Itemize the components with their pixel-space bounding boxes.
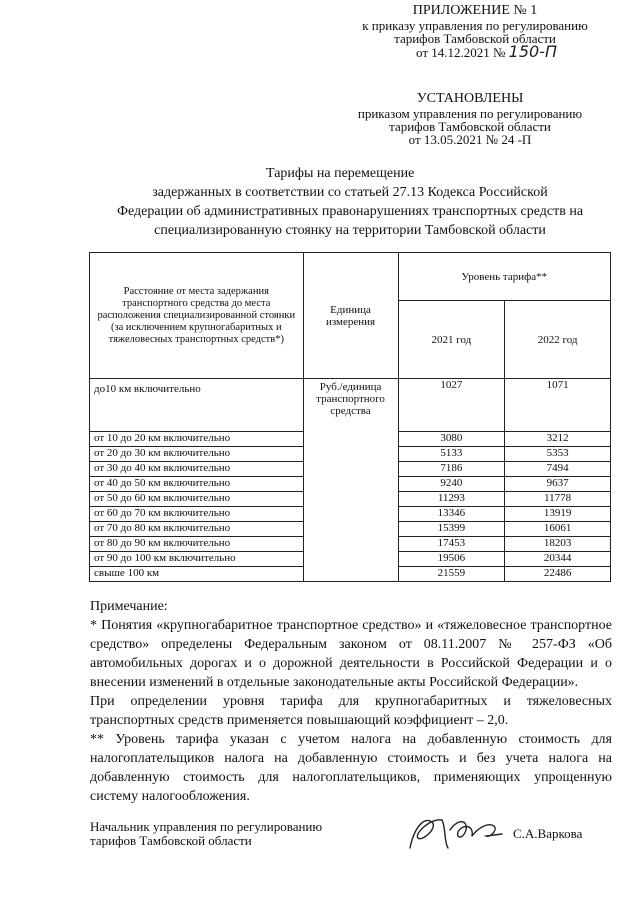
- distance-cell: от 90 до 100 км включительно: [90, 552, 304, 567]
- header-distance: Расстояние от места задержания транспортного средства до места расположения специализированной стоянки (за исключением крупногабаритных и тяжеловесных транспортных средств*): [90, 253, 304, 379]
- value-2022-cell: 3212: [505, 432, 611, 447]
- distance-cell: от 60 до 70 км включительно: [90, 507, 304, 522]
- appendix-title: ПРИЛОЖЕНИЕ № 1: [412, 3, 538, 18]
- table-row: [90, 379, 611, 432]
- established-title: УСТАНОВЛЕНЫ: [416, 91, 524, 106]
- value-2021-cell: 19506: [398, 552, 505, 567]
- value-2021-cell: 17453: [398, 537, 505, 552]
- distance-cell: от 80 до 90 км включительно: [90, 537, 304, 552]
- notes-heading: Примечание:: [90, 599, 168, 614]
- appendix-date-row: [340, 42, 610, 61]
- position-line2: тарифов Тамбовской области: [90, 833, 252, 848]
- title-line4: специализированную стоянку на территории Тамбовской области: [154, 223, 546, 238]
- distance-cell: от 50 до 60 км включительно: [90, 492, 304, 507]
- header-2021: 2021 год: [398, 301, 505, 379]
- value-2021-cell: 21559: [398, 567, 505, 582]
- header-2022: 2022 год: [505, 301, 611, 379]
- distance-cell: от 10 до 20 км включительно: [90, 432, 304, 447]
- appendix-date: от 14.12.2021 №: [416, 45, 506, 60]
- value-2021-cell: 13346: [398, 507, 505, 522]
- value-2022-cell: 5353: [505, 447, 611, 462]
- title-line2: задержанных в соответствии со статьей 27.13 Кодекса Российской: [152, 185, 548, 200]
- established-line3: от 13.05.2021 № 24 -П: [408, 132, 532, 147]
- title-line3: Федерации об административных правонарушениях транспортных средств на: [116, 204, 584, 219]
- value-2022-cell: 13919: [505, 507, 611, 522]
- distance-cell: от 70 до 80 км включительно: [90, 522, 304, 537]
- distance-cell: от 20 до 30 км включительно: [90, 447, 304, 462]
- note-1: * Понятия «крупногабаритное транспортное средство» и «тяжеловесное транспортное средство» определены Федеральным законом от 08.11.2007 № 257-ФЗ «Об автомобильных дорогах и о дорожной деятельности в Российской Федерации и о внесении изменений в отдельные законодательные акты Российской Федерации».: [90, 618, 612, 690]
- value-2021-cell: 3080: [398, 432, 505, 447]
- position-line1: Начальник управления по регулированию: [90, 819, 323, 834]
- value-2022-cell: 1071: [505, 379, 611, 432]
- value-2021-cell: 5133: [398, 447, 505, 462]
- note-3: ** Уровень тарифа указан с учетом налога на добавленную стоимость для налогоплательщиков налога на добавленную стоимость и без учета налога на добавленную стоимость для налогоплательщиков, применяющих упрощенную систему налогообложения.: [90, 732, 612, 804]
- value-2022-cell: 22486: [505, 567, 611, 582]
- distance-cell: от 30 до 40 км включительно: [90, 462, 304, 477]
- value-2021-cell: 9240: [398, 477, 505, 492]
- established-block: [330, 91, 610, 146]
- unit-cell: Руб./единица транспортного средства: [303, 379, 398, 582]
- signature-position: [90, 820, 390, 848]
- value-2022-cell: 18203: [505, 537, 611, 552]
- tariff-table: [89, 252, 611, 582]
- header-level: Уровень тарифа**: [398, 253, 611, 301]
- note-2: При определении уровня тарифа для крупногабаритных и тяжеловесных транспортных средств применяется повышающий коэффициент – 2,0.: [90, 694, 612, 728]
- value-2021-cell: 1027: [398, 379, 505, 432]
- value-2022-cell: 20344: [505, 552, 611, 567]
- title-line1: Тарифы на перемещение: [266, 166, 415, 181]
- value-2021-cell: 11293: [398, 492, 505, 507]
- value-2022-cell: 9637: [505, 477, 611, 492]
- established-line2: тарифов Тамбовской области: [389, 119, 551, 134]
- value-2021-cell: 15399: [398, 522, 505, 537]
- signatory-name: С.А.Варкова: [513, 826, 583, 841]
- handwritten-signature: [402, 808, 512, 856]
- value-2022-cell: 16061: [505, 522, 611, 537]
- value-2022-cell: 11778: [505, 492, 611, 507]
- appendix-block: [340, 3, 610, 59]
- appendix-line1: к приказу управления по регулированию: [362, 18, 588, 33]
- handwritten-number: 150-П: [508, 42, 558, 61]
- distance-cell: свыше 100 км: [90, 567, 304, 582]
- distance-cell: от 40 до 50 км включительно: [90, 477, 304, 492]
- notes-block: [90, 597, 612, 806]
- header-unit: Единица измерения: [303, 253, 398, 379]
- value-2021-cell: 7186: [398, 462, 505, 477]
- appendix-line2: тарифов Тамбовской области: [394, 31, 556, 46]
- document-title: [90, 164, 610, 240]
- value-2022-cell: 7494: [505, 462, 611, 477]
- distance-cell: до10 км включительно: [90, 379, 304, 432]
- established-line1: приказом управления по регулированию: [357, 106, 583, 121]
